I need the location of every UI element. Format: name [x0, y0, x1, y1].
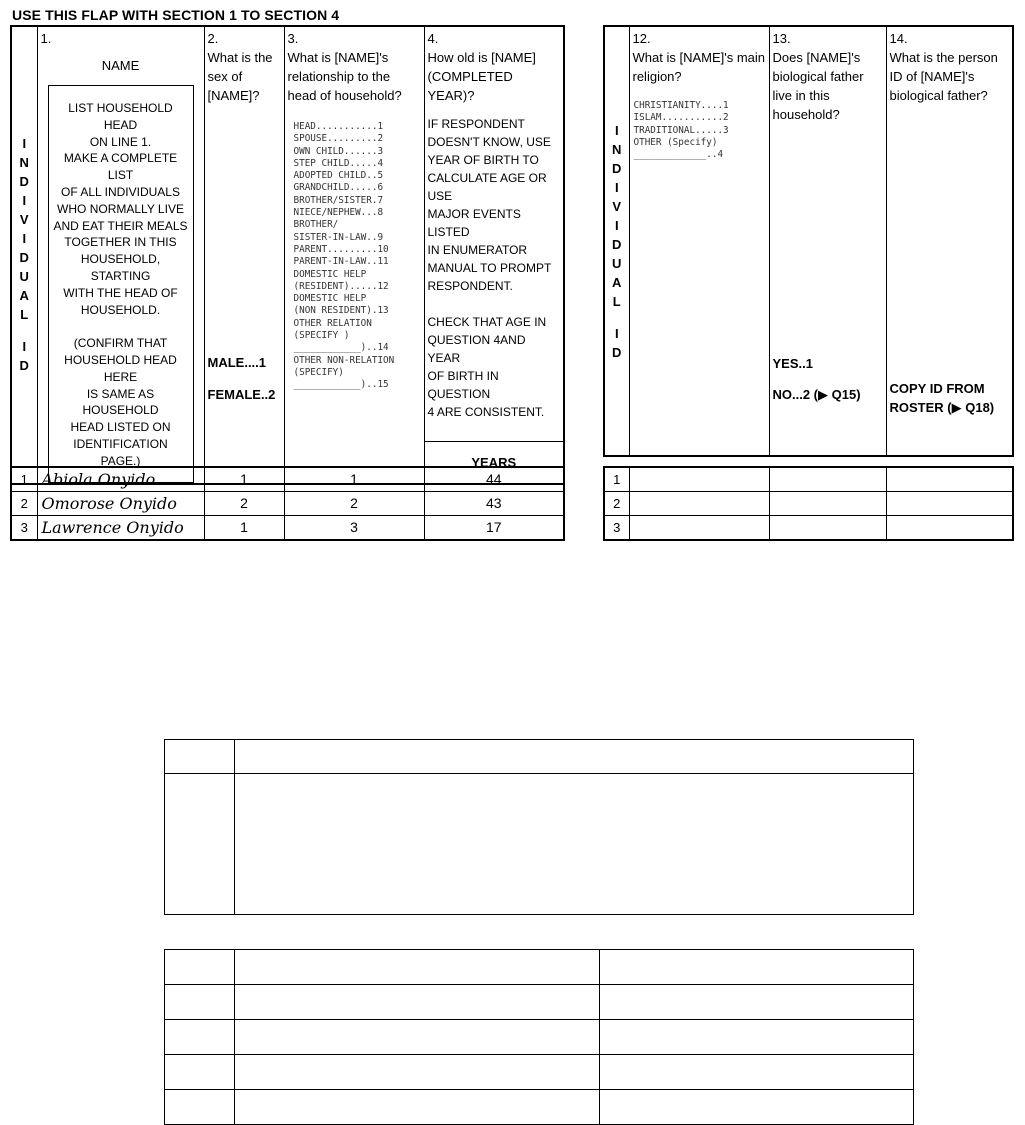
row-id: 2 — [604, 492, 629, 516]
q14-number: 14. — [889, 31, 908, 46]
q4-instruction-line: MANUAL TO PROMPT — [427, 261, 552, 275]
id-letter: I — [22, 339, 27, 355]
id-letter: D — [19, 358, 29, 374]
q1-instruction-line: MAKE A COMPLETE LIST — [63, 151, 178, 183]
q1-instruction-line: AND EAT THEIR MEALS — [53, 218, 188, 233]
q2-number: 2. — [207, 31, 219, 46]
q12-code: ISLAM...........2 — [633, 112, 729, 124]
id-letter: D — [612, 160, 622, 176]
blank-cell[interactable] — [600, 950, 914, 985]
q3-code: GRANDCHILD.....6 — [293, 182, 384, 194]
q3-code: ____________)..15 — [293, 379, 389, 391]
row-id: 2 — [11, 492, 37, 516]
row-father-id[interactable] — [886, 516, 1013, 541]
q3-code: (RESIDENT).....12 — [293, 280, 389, 292]
row-father-id[interactable] — [886, 492, 1013, 516]
row-father-in-household[interactable] — [769, 467, 886, 492]
blank-cell[interactable] — [600, 1020, 914, 1055]
q13-yes-code: YES..1 — [772, 356, 813, 371]
blank-cell[interactable] — [235, 1055, 600, 1090]
q3-code: NIECE/NEPHEW...8 — [293, 207, 384, 219]
blank-cell[interactable] — [165, 774, 235, 915]
q3-code: SISTER-IN-LAW..9 — [293, 231, 384, 243]
q1-instruction-line: OF ALL INDIVIDUALS — [61, 184, 180, 199]
q13-number: 13. — [772, 31, 791, 46]
id-letter: A — [19, 288, 29, 304]
blank-cell[interactable] — [235, 1020, 600, 1055]
q2-sex-column — [204, 26, 284, 484]
table-row — [604, 516, 1013, 541]
row-id: 1 — [604, 467, 629, 492]
q1-instruction-line: LIST HOUSEHOLD HEAD — [68, 101, 173, 132]
q1-instruction-box — [48, 85, 194, 483]
q1-instruction-line: HOUSEHOLD HEAD HERE — [64, 352, 177, 384]
q4-instruction-line: DOESN'T KNOW, USE — [427, 135, 551, 149]
row-age[interactable]: 43 — [424, 492, 564, 516]
q3-question: What is [NAME]'s relationship to the head of household? — [287, 50, 402, 103]
id-letter: I — [614, 325, 619, 341]
q4-instruction-line: CALCULATE AGE OR USE — [427, 171, 547, 203]
id-letter — [12, 324, 37, 337]
blank-cell[interactable] — [235, 950, 600, 985]
id-letter: U — [19, 269, 29, 285]
row-name[interactable]: Abiola Onyido — [37, 467, 204, 492]
table-row — [11, 516, 564, 541]
individual-id-column-right — [604, 26, 629, 456]
q3-code: ADOPTED CHILD..5 — [293, 170, 384, 182]
q4-instruction-line: YEAR OF BIRTH TO — [427, 153, 539, 167]
id-letter: I — [22, 193, 27, 209]
q3-code: OTHER NON-RELATION — [293, 354, 395, 366]
q13-father-column — [769, 26, 886, 456]
q13-no-code: NO...2 (▶ Q15) — [772, 387, 861, 402]
row-id: 3 — [11, 516, 37, 541]
table-row — [604, 492, 1013, 516]
q3-code: DOMESTIC HELP — [293, 293, 367, 305]
row-religion[interactable] — [629, 492, 769, 516]
id-letter: I — [22, 231, 27, 247]
row-age[interactable]: 17 — [424, 516, 564, 541]
q3-code: HEAD...........1 — [293, 121, 384, 132]
row-id: 1 — [11, 467, 37, 492]
q2-question: What is the sex of [NAME]? — [207, 50, 273, 103]
q3-number: 3. — [287, 31, 299, 46]
id-letter: V — [19, 212, 29, 228]
row-sex[interactable]: 1 — [204, 467, 284, 492]
blank-cell[interactable] — [165, 1020, 235, 1055]
q3-code: (SPECIFY) — [293, 366, 344, 378]
q3-code: OTHER RELATION — [293, 317, 372, 329]
q1-instruction-line: HEAD LISTED ON — [70, 420, 171, 435]
q3-code: BROTHER/ — [293, 219, 339, 231]
blank-cell[interactable] — [600, 985, 914, 1020]
q1-instruction-line: WHO NORMALLY LIVE — [57, 201, 184, 216]
q4-instruction-line: CHECK THAT AGE IN — [427, 315, 547, 329]
id-letter: N — [612, 141, 622, 157]
row-father-in-household[interactable] — [769, 492, 886, 516]
id-letter: I — [614, 122, 619, 138]
q14-question: What is the person ID of [NAME]'s biological father? — [889, 50, 998, 103]
row-name[interactable]: Lawrence Onyido — [37, 516, 204, 541]
q1-number: 1. — [40, 31, 52, 46]
blank-cell[interactable] — [165, 1090, 235, 1125]
q3-code: OWN CHILD......3 — [293, 145, 384, 157]
q1-instruction-line: TOGETHER IN THIS — [64, 235, 177, 250]
q14-copy-instruction: COPY ID FROM ROSTER (▶ Q18) — [889, 381, 995, 415]
q4-number: 4. — [427, 31, 439, 46]
id-letter: N — [19, 155, 29, 171]
q1-instruction-line: HOUSEHOLD, STARTING — [80, 252, 161, 283]
q4-instruction-line: IN ENUMERATOR — [427, 243, 528, 257]
blank-cell[interactable] — [600, 1090, 914, 1125]
row-religion[interactable] — [629, 516, 769, 541]
right-header-table — [603, 25, 1014, 457]
q12-code-list — [630, 100, 769, 161]
id-letter — [605, 311, 629, 324]
id-letter: L — [20, 307, 29, 323]
blank-table-upper — [164, 739, 914, 915]
id-letter: L — [612, 293, 621, 309]
row-religion[interactable] — [629, 467, 769, 492]
q3-code: DOMESTIC HELP — [293, 268, 367, 280]
id-letter: I — [614, 179, 619, 195]
id-letter: D — [612, 344, 622, 360]
q3-code: (NON RESIDENT).13 — [293, 305, 389, 317]
blank-cell[interactable] — [235, 774, 914, 915]
q4-instruction-line: RESPONDENT. — [427, 279, 513, 293]
q3-code-list — [285, 121, 424, 392]
blank-cell[interactable] — [165, 740, 235, 774]
row-sex[interactable]: 2 — [204, 492, 284, 516]
q3-code: (SPECIFY ) — [293, 330, 350, 342]
q1-instruction-line: HOUSEHOLD. — [80, 302, 161, 317]
blank-cell[interactable] — [165, 1055, 235, 1090]
flap-title: USE THIS FLAP WITH SECTION 1 TO SECTION 4 — [12, 7, 340, 23]
q3-code: BROTHER/SISTER.7 — [293, 194, 384, 206]
q1-instruction-line: IDENTIFICATION PAGE.) — [73, 436, 168, 468]
q1-instruction-line: ON LINE 1. — [89, 134, 152, 149]
id-letter: U — [612, 255, 622, 271]
q2-male-code: MALE....1 — [207, 355, 267, 370]
blank-cell[interactable] — [600, 1055, 914, 1090]
left-roster-table — [10, 466, 565, 541]
table-row — [11, 467, 564, 492]
q1-instruction-line: WITH THE HEAD OF — [63, 285, 178, 300]
q4-instruction-line: OF BIRTH IN QUESTION — [427, 369, 499, 401]
q2-female-code: FEMALE..2 — [207, 387, 276, 402]
q4-instructions — [425, 115, 564, 421]
q3-code: PARENT-IN-LAW..11 — [293, 256, 389, 268]
q12-religion-column — [629, 26, 769, 456]
q3-code: SPOUSE.........2 — [293, 133, 384, 145]
q12-question: What is [NAME]'s main religion? — [632, 50, 766, 84]
q12-number: 12. — [632, 31, 651, 46]
q12-code: CHRISTIANITY....1 — [633, 100, 729, 111]
blank-table-lower — [164, 949, 914, 1125]
id-letter: A — [612, 274, 622, 290]
q1-instruction-line: IS SAME AS HOUSEHOLD — [82, 386, 159, 418]
q4-instruction-line: QUESTION 4AND YEAR — [427, 333, 526, 365]
table-row — [11, 492, 564, 516]
table-row — [604, 467, 1013, 492]
q4-instruction-line: MAJOR EVENTS LISTED — [427, 207, 521, 239]
id-letter: I — [614, 217, 619, 233]
blank-cell[interactable] — [235, 985, 600, 1020]
q14-father-id-column — [886, 26, 1013, 456]
id-letter: D — [19, 250, 29, 266]
q4-question: How old is [NAME] (COMPLETED YEAR)? — [427, 50, 536, 103]
q1-instruction-line: (CONFIRM THAT — [73, 336, 168, 351]
q4-years-label: YEARS — [424, 442, 564, 484]
q3-code: PARENT.........10 — [293, 243, 389, 255]
row-relationship[interactable]: 3 — [284, 516, 424, 541]
blank-cell[interactable] — [165, 950, 235, 985]
blank-cell[interactable] — [165, 985, 235, 1020]
row-father-id[interactable] — [886, 467, 1013, 492]
row-sex[interactable]: 1 — [204, 516, 284, 541]
q3-relationship-column — [284, 26, 424, 484]
q1-label: NAME — [101, 58, 140, 73]
q4-instruction-line: 4 ARE CONSISTENT. — [427, 405, 545, 419]
row-age[interactable]: 44 — [424, 467, 564, 492]
q4-age-column — [424, 26, 564, 442]
id-letter: D — [612, 236, 622, 252]
q3-code: ____________)..14 — [293, 342, 389, 354]
row-relationship[interactable]: 2 — [284, 492, 424, 516]
q3-code: STEP CHILD.....4 — [293, 157, 384, 169]
blank-cell[interactable] — [235, 740, 914, 774]
q12-code: TRADITIONAL.....3 — [633, 124, 729, 136]
row-relationship[interactable]: 1 — [284, 467, 424, 492]
q4-instruction-line — [428, 295, 561, 313]
q13-question: Does [NAME]'s biological father live in this household? — [772, 50, 864, 122]
row-father-in-household[interactable] — [769, 516, 886, 541]
q4-instruction-line: IF RESPONDENT — [427, 117, 525, 131]
q12-code: OTHER (Specify) — [633, 136, 718, 148]
row-name[interactable]: Omorose Onyido — [37, 492, 204, 516]
left-header-table — [10, 25, 565, 485]
right-roster-table — [603, 466, 1014, 541]
id-letter: V — [612, 198, 622, 214]
blank-cell[interactable] — [235, 1090, 600, 1125]
q1-name-column — [37, 26, 204, 484]
row-id: 3 — [604, 516, 629, 541]
individual-id-column — [11, 26, 37, 484]
id-letter: I — [22, 136, 27, 152]
id-letter: D — [19, 174, 29, 190]
q12-code: _____________..4 — [633, 149, 724, 161]
q1-instruction-line — [53, 318, 189, 335]
